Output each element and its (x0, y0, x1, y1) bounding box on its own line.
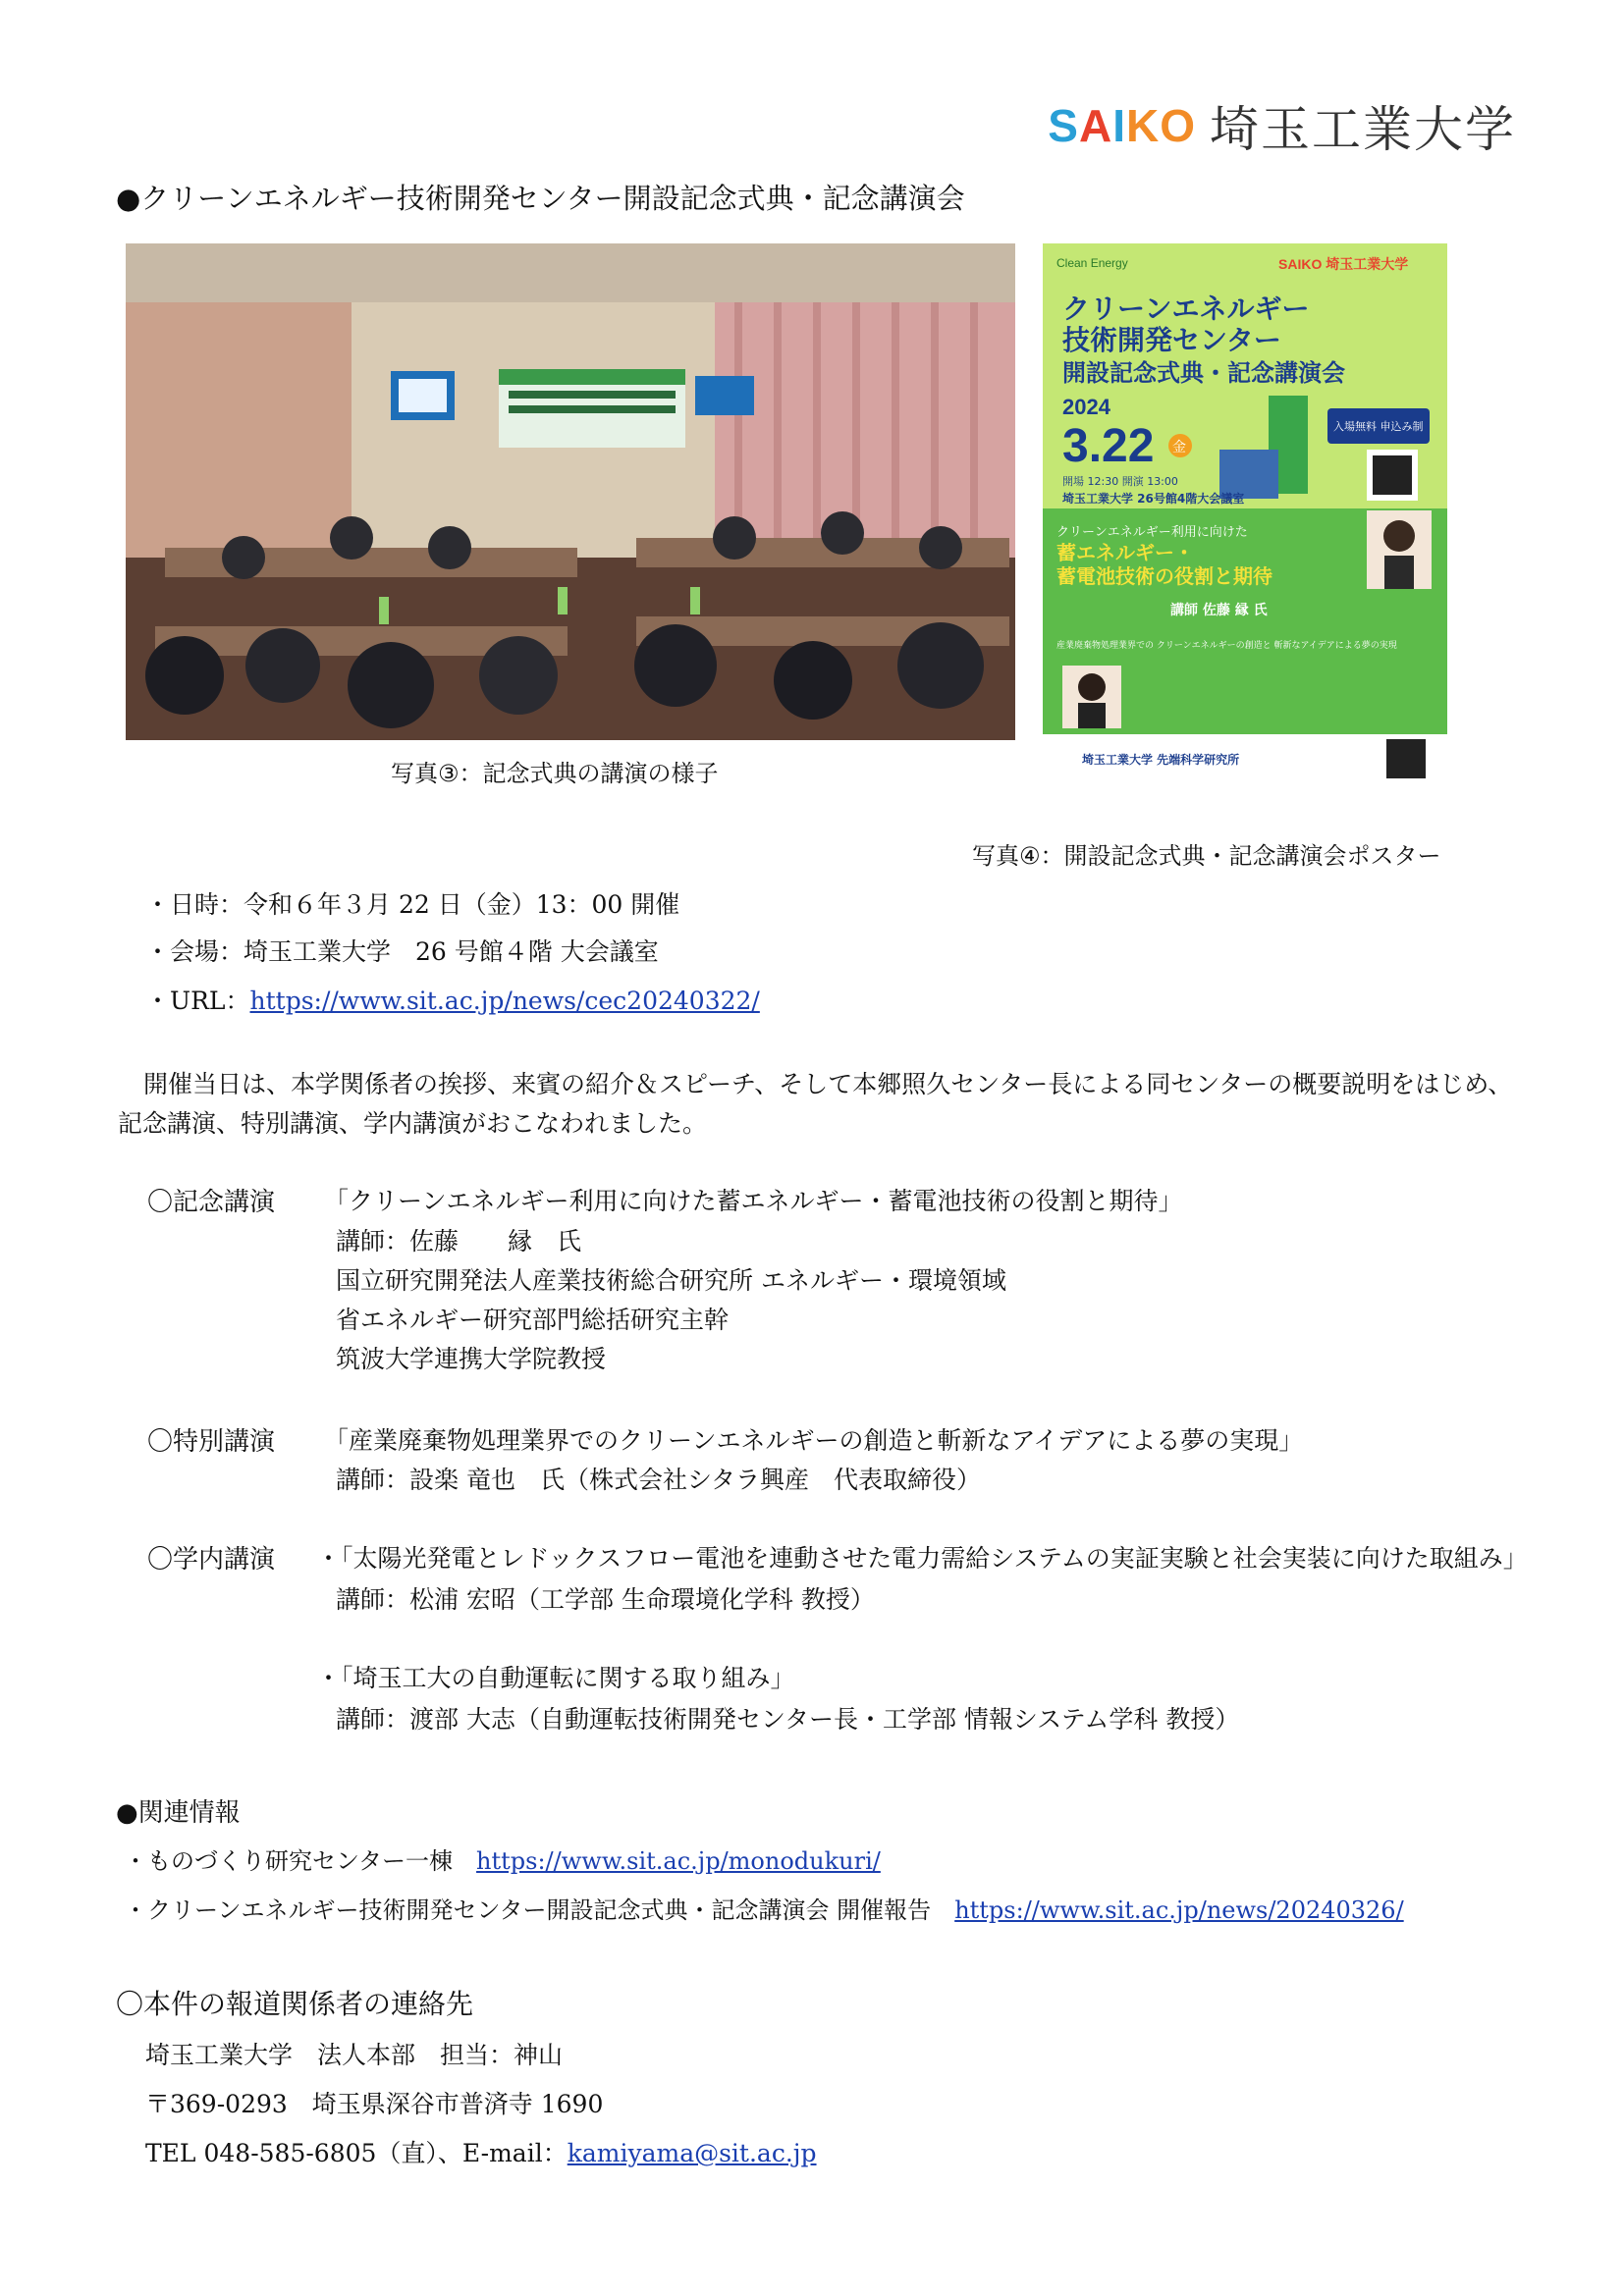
contact-heading: 〇本件の報道関係者の連絡先 (116, 1988, 474, 2020)
internal-lecture-label: 〇学内講演 (147, 1545, 276, 1575)
special-lecture-speaker: 講師：設楽 竜也 氏（株式会社シタラ興産 代表取締役） (336, 1466, 981, 1494)
internal-lecture-speaker-2: 講師：渡部 大志（自動運転技術開発センター長・工学部 情報システム学科 教授） (336, 1705, 1240, 1734)
related-item-1-link[interactable]: https://www.sit.ac.jp/monodukuri/ (476, 1847, 881, 1875)
poster-headline-3: 開設記念式典・記念講演会 (1062, 359, 1345, 387)
contact-address: 〒369-0293 埼玉県深谷市普済寺 1690 (145, 2090, 604, 2118)
internal-lecture-title-1: ・「太陽光発電とレドックスフロー電池を連動させた電力需給システムの実証実験と社会実装に向けた取組み」 (316, 1544, 1528, 1573)
poster-day: 金 (1172, 440, 1186, 455)
poster-special: 産業廃棄物処理業界での クリーンエネルギーの創造と 斬新なアイデアによる夢の実現 (1056, 641, 1397, 651)
poster-headline-2: 技術開発センター (1062, 324, 1281, 356)
lecture-photo (126, 243, 1015, 740)
poster-time: 開場 12:30 開演 13:00 (1062, 475, 1178, 488)
special-lecture-label: 〇特別講演 (147, 1427, 276, 1457)
related-heading: ●関連情報 (116, 1798, 241, 1828)
poster-headline-1: クリーンエネルギー (1062, 293, 1310, 325)
contact-office: 埼玉工業大学 法人本部 担当：神山 (145, 2041, 564, 2069)
related-item-1-label: ・ものづくり研究センター一棟 (124, 1847, 477, 1875)
poster-speaker: 講師 佐藤 縁 氏 (1170, 603, 1268, 618)
special-lecture-title: 「産業廃棄物処理業界でのクリーンエネルギーの創造と斬新なアイデアによる夢の実現」 (324, 1426, 1304, 1455)
poster-lecture-main-2: 蓄電池技術の役割と期待 (1056, 564, 1272, 588)
contact-email-link[interactable]: kamiyama@sit.ac.jp (567, 2139, 817, 2167)
related-item-2-link[interactable]: https://www.sit.ac.jp/news/20240326/ (954, 1896, 1404, 1924)
poster-year: 2024 (1062, 395, 1110, 419)
poster-tag: Clean Energy (1056, 256, 1128, 270)
memorial-lecture-affiliation-3: 筑波大学連携大学院教授 (336, 1345, 607, 1373)
event-poster (1043, 243, 1447, 781)
poster-date: 3.22 (1062, 420, 1155, 472)
memorial-lecture-affiliation-2: 省エネルギー研究部門総括研究主幹 (336, 1306, 730, 1334)
photo3-caption: 写真③：記念式典の講演の様子 (391, 760, 719, 787)
related-item-2 (124, 1891, 1404, 1925)
memorial-lecture-label: 〇記念講演 (147, 1188, 276, 1217)
event-url-line (145, 982, 760, 1017)
event-url-link[interactable]: https://www.sit.ac.jp/news/cec20240322/ (249, 987, 760, 1015)
event-url-label: ・URL： (145, 987, 250, 1015)
internal-lecture-title-2: ・「埼玉工大の自動運転に関する取り組み」 (316, 1664, 795, 1692)
poster-lecture-main-1: 蓄エネルギー・ (1056, 541, 1194, 564)
saiko-wordmark: SAIKO (1048, 100, 1196, 151)
memorial-lecture-speaker: 講師：佐藤 縁 氏 (336, 1227, 582, 1255)
memorial-lecture-affiliation-1: 国立研究開発法人産業技術総合研究所 エネルギー・環境領域 (336, 1266, 1006, 1295)
poster-caption: 写真④：開設記念式典・記念講演会ポスター (972, 842, 1441, 870)
university-logo (1048, 90, 1516, 161)
related-item-1 (124, 1842, 881, 1876)
page-title: ●クリーンエネルギー技術開発センター開設記念式典・記念講演会 (116, 182, 965, 215)
contact-phone-email (145, 2134, 817, 2169)
contact-phone: TEL 048-585-6805（直）、E-mail： (145, 2139, 568, 2167)
related-item-2-label: ・クリーンエネルギー技術開発センター開設記念式典・記念講演会 開催報告 (124, 1896, 955, 1924)
university-name: 埼玉工業大学 (1210, 101, 1516, 158)
poster-lecture-head: クリーンエネルギー利用に向けた (1056, 525, 1248, 540)
poster-free: 入場無料 申込み制 (1333, 420, 1424, 433)
event-date: ・日時：令和６年３月 22 日（金）13：00 開催 (145, 890, 680, 919)
internal-lecture-speaker-1: 講師：松浦 宏昭（工学部 生命環境化学科 教授） (336, 1585, 875, 1614)
poster-venue: 埼玉工業大学 26号館4階大会議室 (1062, 492, 1245, 506)
memorial-lecture-title: 「クリーンエネルギー利用に向けた蓄エネルギー・蓄電池技術の役割と期待」 (324, 1187, 1183, 1215)
summary-paragraph: 開催当日は、本学関係者の挨拶、来賓の紹介＆スピーチ、そして本郷照久センター長による同センターの概要説明をはじめ、記念講演、特別講演、学内講演がおこなわれました。 (118, 1070, 1513, 1138)
poster-brand: SAIKO 埼玉工業大学 (1278, 256, 1409, 272)
poster-footer: 埼玉工業大学 先端科学研究所 (1082, 753, 1240, 767)
event-venue: ・会場：埼玉工業大学 26 号館４階 大会議室 (145, 937, 659, 966)
